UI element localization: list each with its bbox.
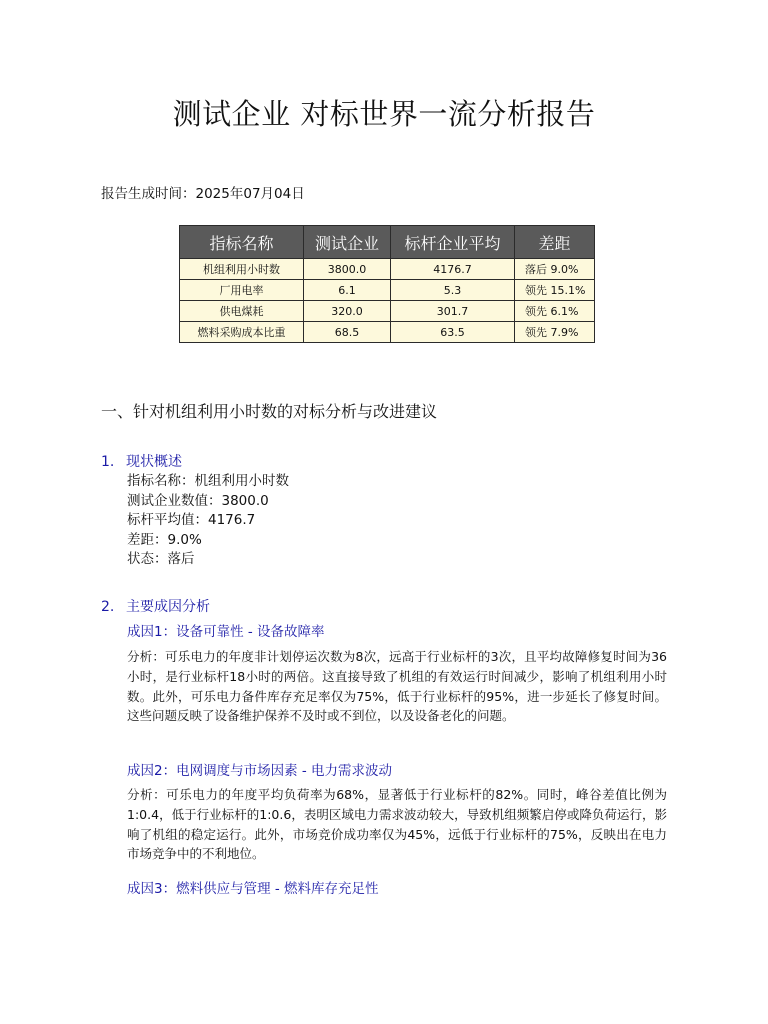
status-details <box>127 472 289 570</box>
table-cell: 燃料采购成本比重 <box>180 322 304 343</box>
status-line: 标杆平均值：4176.7 <box>127 512 256 529</box>
status-title: 现状概述 <box>126 454 182 470</box>
table-cell: 63.5 <box>391 322 515 343</box>
table-cell: 厂用电率 <box>180 280 304 301</box>
table-cell: 领先 7.9% <box>515 322 595 343</box>
status-line: 差距：9.0% <box>127 531 202 548</box>
status-line: 状态：落后 <box>127 551 195 568</box>
cause-title: 成因3：燃料供应与管理 - 燃料库存充足性 <box>127 881 379 897</box>
table-cell: 5.3 <box>391 280 515 301</box>
table-cell: 领先 6.1% <box>515 301 595 322</box>
table-cell: 68.5 <box>304 322 391 343</box>
cause-title: 成因2：电网调度与市场因素 - 电力需求波动 <box>127 763 393 779</box>
table-cell: 落后 9.0% <box>515 259 595 280</box>
causes-heading <box>101 596 210 616</box>
status-line: 指标名称：机组利用小时数 <box>127 473 289 489</box>
column-header: 差距 <box>515 226 595 259</box>
table-cell: 供电煤耗 <box>180 301 304 322</box>
table-cell: 领先 15.1% <box>515 280 595 301</box>
table-cell: 机组利用小时数 <box>180 259 304 280</box>
causes-title: 主要成因分析 <box>126 599 210 615</box>
table-row <box>180 280 595 301</box>
table-cell: 3800.0 <box>304 259 391 280</box>
status-heading <box>101 451 182 471</box>
section-heading: 一、针对机组利用小时数的对标分析与改进建议 <box>101 402 438 421</box>
table-header-row <box>180 226 595 259</box>
cause-analysis: 分析：可乐电力的年度非计划停运次数为8次，远高于行业标杆的3次，且平均故障修复时间为36小时，是行业标杆18小时的两倍。这直接导致了机组的有效运行时间减少，影响了机组利用小时数。此外，可乐电力备件库存充足率仅为75%，低于行业标杆的95%，进一步延长了修复时间。这些问题反映了设备维护保养不及时或不到位，以及设备老化的问题。 <box>127 649 667 724</box>
table-cell: 320.0 <box>304 301 391 322</box>
column-header: 标杆企业平均 <box>391 226 515 259</box>
status-number: 1. <box>101 454 115 470</box>
table-row <box>180 301 595 322</box>
table-row <box>180 322 595 343</box>
table-cell: 4176.7 <box>391 259 515 280</box>
causes-number: 2. <box>101 599 115 615</box>
status-line: 测试企业数值：3800.0 <box>127 492 269 509</box>
column-header: 指标名称 <box>180 226 304 259</box>
table-cell: 6.1 <box>304 280 391 301</box>
cause-analysis: 分析：可乐电力的年度平均负荷率为68%，显著低于行业标杆的82%。同时，峰谷差值比例为1:0.4，低于行业标杆的1:0.6，表明区域电力需求波动较大，导致机组频繁启停或降负荷运行，影响了机组的稳定运行。此外，市场竞价成功率仅为45%，远低于行业标杆的75%，反映出在电力市场竞争中的不利地位。 <box>127 787 667 862</box>
table-row <box>180 259 595 280</box>
benchmark-table <box>179 225 595 343</box>
column-header: 测试企业 <box>304 226 391 259</box>
cause-title: 成因1：设备可靠性 - 设备故障率 <box>127 624 325 640</box>
table-cell: 301.7 <box>391 301 515 322</box>
report-title: 测试企业 对标世界一流分析报告 <box>172 97 596 131</box>
generation-time: 报告生成时间：2025年07月04日 <box>101 186 305 202</box>
